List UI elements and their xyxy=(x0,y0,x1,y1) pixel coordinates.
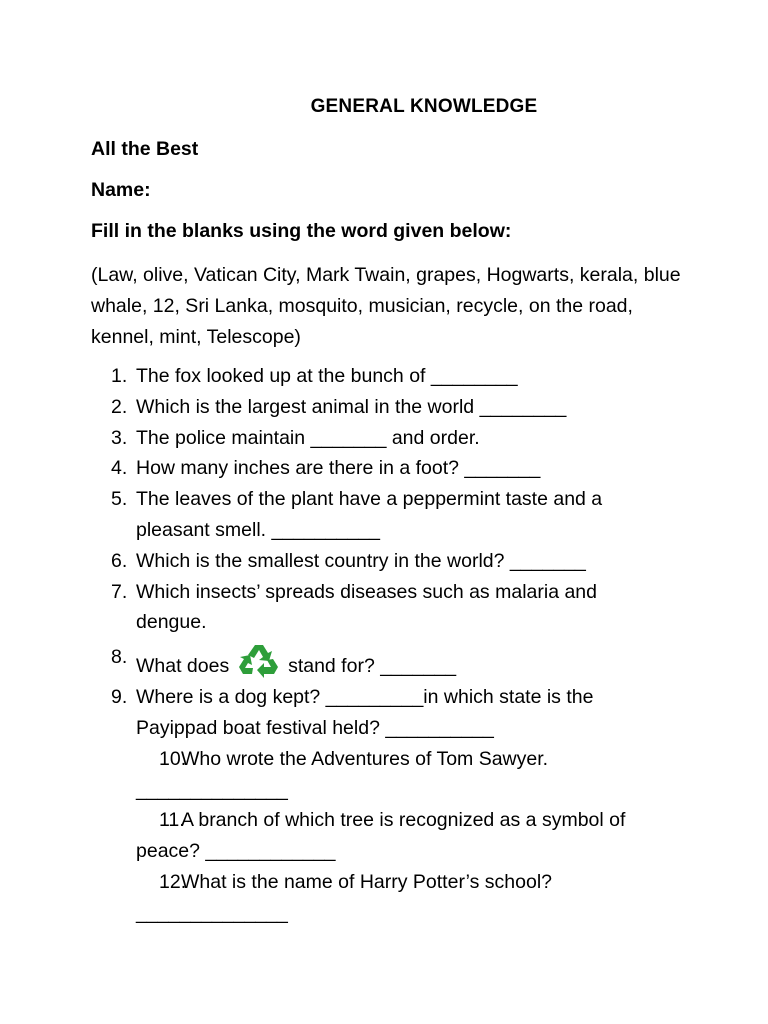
question-item xyxy=(0,805,656,867)
question-number: 9. xyxy=(111,686,128,709)
question-item xyxy=(0,423,696,454)
question-item xyxy=(0,546,696,577)
question-text: A branch of which tree is recognized as a symbol of peace? ____________ xyxy=(136,809,626,863)
recycle-icon xyxy=(237,642,281,682)
question-item xyxy=(0,577,626,639)
greeting: All the Best xyxy=(91,138,199,160)
question-number: 1. xyxy=(111,365,128,387)
question-text: The leaves of the plant have a peppermint taste and a pleasant smell. __________ xyxy=(136,488,603,541)
question-number: 2. xyxy=(111,395,128,418)
question-number: 10. xyxy=(159,747,187,770)
question-number: 5. xyxy=(111,488,128,511)
instruction: Fill in the blanks using the word given below: xyxy=(91,220,512,242)
question-item xyxy=(0,867,656,929)
question-text: Where is a dog kept? _________in which state is the Payippad boat festival held? __________ xyxy=(136,686,594,739)
question-text: Which is the largest animal in the world ________ xyxy=(136,395,567,418)
page-title: GENERAL KNOWLEDGE xyxy=(310,96,538,117)
question-number: 6. xyxy=(111,549,128,572)
question-number: 4. xyxy=(111,457,128,480)
question-list xyxy=(0,361,768,929)
question-item xyxy=(0,682,626,744)
question-number: 8. xyxy=(111,646,128,669)
question-text: How many inches are there in a foot? _______ xyxy=(136,457,541,480)
question-text: Who wrote the Adventures of Tom Sawyer. ______________ xyxy=(136,747,549,801)
question-text: Which insects’ spreads diseases such as malaria and dengue. xyxy=(136,580,597,634)
question-text: Which is the smallest country in the world? _______ xyxy=(136,549,586,572)
question-text: The fox looked up at the bunch of ________ xyxy=(136,365,518,387)
question-text: What is the name of Harry Potter’s school? ______________ xyxy=(136,870,553,924)
word-bank: (Law, olive, Vatican City, Mark Twain, grapes, Hogwarts, kerala, blue whale, 12, Sri Lanka, mosquito, musician, recycle, on the road, kennel, mint, Telescope) xyxy=(91,264,681,348)
question-number: 3. xyxy=(111,426,128,449)
question-number: 12. xyxy=(159,870,187,893)
question-item xyxy=(0,484,636,546)
question-item xyxy=(0,392,696,423)
question-number: 7. xyxy=(111,580,128,603)
name-label: Name: xyxy=(91,179,151,201)
question-item xyxy=(0,453,696,484)
question-item xyxy=(0,642,696,682)
question-item xyxy=(0,744,656,806)
question-text-before: What does xyxy=(136,655,230,678)
question-text-after: stand for? _______ xyxy=(288,655,457,678)
question-text: The police maintain _______ and order. xyxy=(136,426,480,449)
question-number: 11. xyxy=(159,809,185,832)
question-item xyxy=(0,361,696,392)
